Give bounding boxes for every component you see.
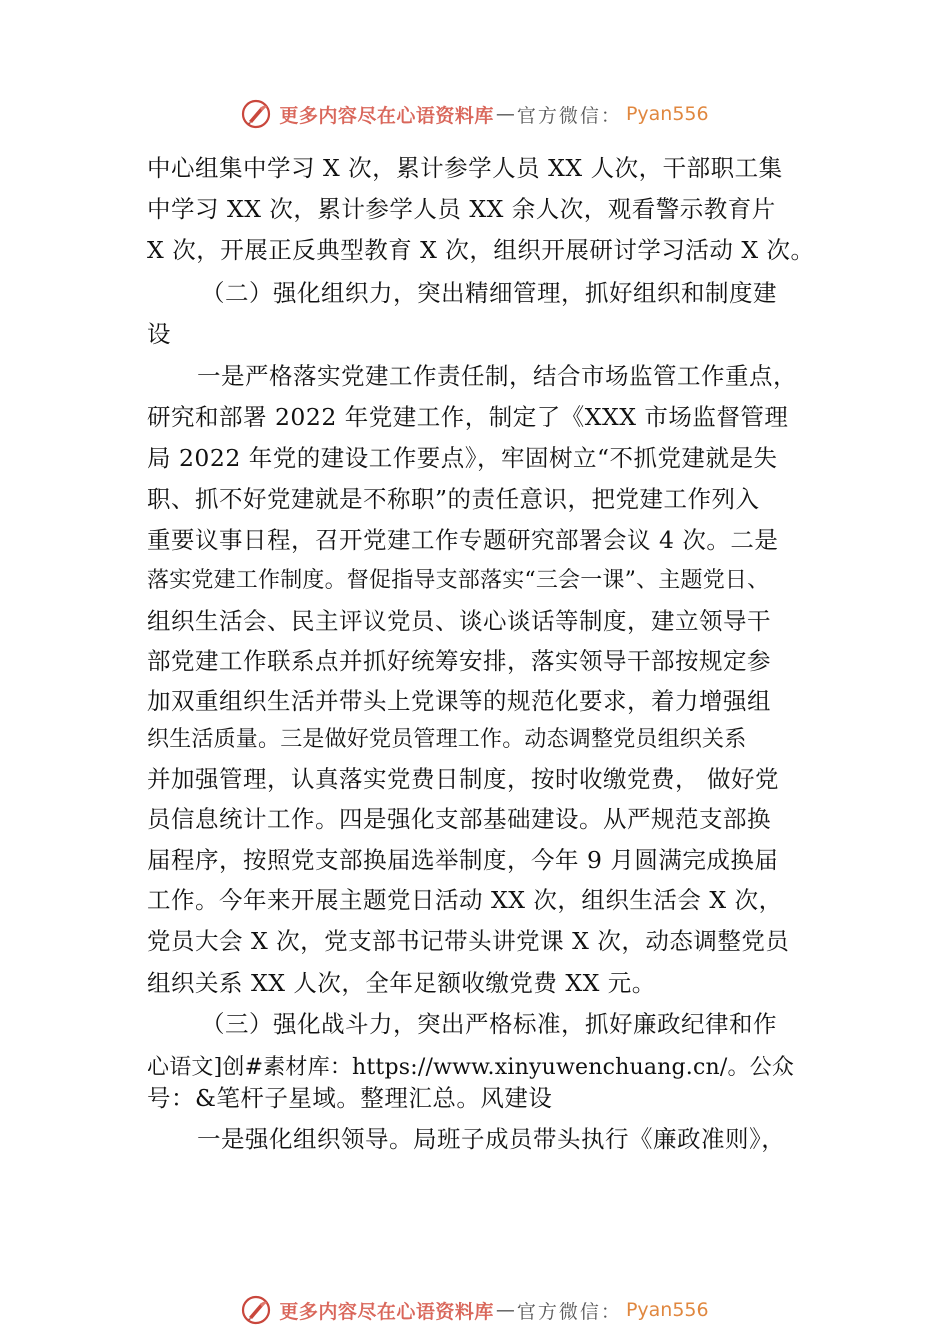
text-line: 届程序，按照党支部换届选举制度，今年 9 月圆满完成换届 [147,846,779,874]
text-line: 中学习 XX 次，累计参学人员 XX 余人次，观看警示教育片 [147,195,776,223]
section-heading-2: （二）强化组织力，突出精细管理，抓好组织和制度建 [201,279,777,307]
quill-pen-seal-logo-icon [241,1295,271,1325]
watermark-wechat-id: Pyan556 [625,103,709,125]
quill-pen-seal-logo-icon [241,99,271,129]
text-line: 并加强管理，认真落实党费日制度，按时收缴党费， 做好党 [147,765,779,793]
text-line: 织生活质量。三是做好党员管理工作。动态调整党员组织关系 [147,727,747,752]
text-line: 部党建工作联系点并抓好统筹安排，落实领导干部按规定参 [147,647,771,675]
text-line: X 次，开展正反典型教育 X 次，组织开展研讨学习活动 X 次。 [147,236,815,264]
inserted-watermark-text: 心语文]创#素材库：https://www.xinyuwenchuang.cn/。公众 [147,1055,795,1080]
text-line: 中心组集中学习 X 次，累计参学人员 XX 人次，干部职工集 [147,154,783,182]
watermark-main-text: 更多内容尽在心语资料库 [279,1300,494,1323]
text-line: 党员大会 X 次，党支部书记带头讲党课 X 次，动态调整党员 [147,927,790,955]
watermark-wechat-id: Pyan556 [625,1299,709,1321]
watermark-banner-top [0,94,950,134]
watermark-banner-bottom [0,1290,950,1330]
watermark-dash: — [495,103,515,125]
section-heading-3: （三）强化战斗力，突出严格标准，抓好廉政纪律和作 [201,1010,777,1038]
text-line: 员信息统计工作。四是强化支部基础建设。从严规范支部换 [147,805,771,833]
watermark-dash: — [495,1299,515,1321]
watermark-official-label: 官方微信： [516,1300,622,1323]
text-line: 组织关系 XX 人次，全年足额收缴党费 XX 元。 [147,969,656,997]
text-line: 号：&笔杆子星域。整理汇总。风建设 [147,1084,553,1112]
text-line: 重要议事日程，召开党建工作专题研究部署会议 4 次。二是 [147,526,779,554]
text-line: 职、抓不好党建就是不称职”的责任意识，把党建工作列入 [147,485,760,513]
text-line: 局 2022 年党的建设工作要点》，牢固树立“不抓党建就是失 [147,444,778,472]
text-line: 工作。今年来开展主题党日活动 XX 次，组织生活会 X 次， [147,886,783,914]
text-line: 落实党建工作制度。督促指导支部落实“三会一课”、主题党日、 [147,568,770,593]
paragraph-start: 一是强化组织领导。局班子成员带头执行《廉政准则》， [197,1125,786,1153]
text-line: 加双重组织生活并带头上党课等的规范化要求，着力增强组 [147,687,771,715]
watermark-main-text: 更多内容尽在心语资料库 [279,104,494,127]
text-line: 组织生活会、民主评议党员、谈心谈话等制度，建立领导干 [147,607,771,635]
watermark-official-label: 官方微信： [516,104,622,127]
text-line: 设 [147,320,171,348]
text-line: 研究和部署 2022 年党建工作，制定了《XXX 市场监督管理 [147,403,789,431]
paragraph-start: 一是严格落实党建工作责任制，结合市场监管工作重点， [197,362,797,390]
